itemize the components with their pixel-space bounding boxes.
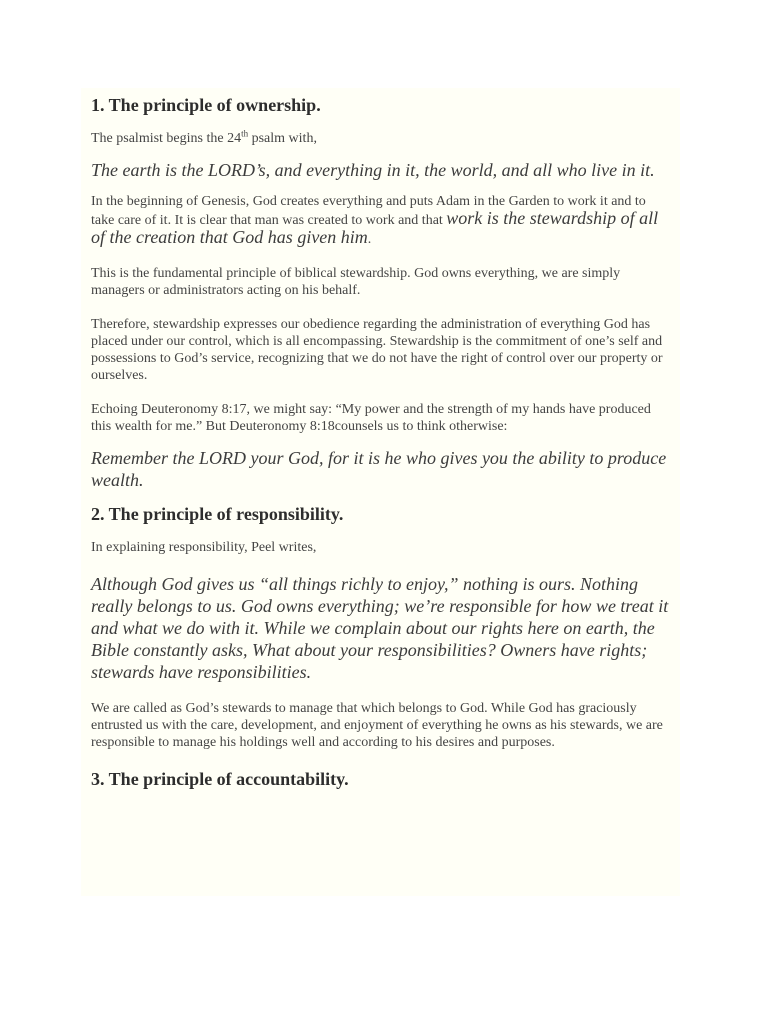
psalm-intro-end: psalm with,: [248, 131, 317, 146]
section-heading-accountability: 3. The principle of accountability.: [91, 769, 349, 789]
stewards-paragraph: We are called as God’s stewards to manage that which belongs to God. While God has graciously entrusted us with the care, development, and enjoyment of everything he owns as his stewards, we are responsible to manage his holdings well and according to his desires and purposes.: [91, 701, 663, 750]
fundamental-principle-paragraph: This is the fundamental principle of biblical stewardship. God owns everything, we are simply managers or administrators acting on his behalf.: [91, 266, 621, 298]
stewardship-emphasis: work is the stewardship of all of the creation that God has given him: [91, 208, 659, 247]
psalm-intro: [91, 130, 670, 147]
genesis-paragraph: [91, 193, 670, 248]
deuteronomy-quote: Remember the LORD your God, for it is he who gives you the ability to produce wealth.: [91, 448, 667, 490]
ordinal-suffix: th: [241, 128, 249, 139]
section-heading-ownership: 1. The principle of ownership.: [91, 95, 321, 115]
therefore-paragraph: Therefore, stewardship expresses our obedience regarding the administration of everything God has placed under our control, which is all encompassing. Stewardship is the commitment of one’s self and possessions to God’s service, recognizing that we do not have the right of control over our property or ourselves.: [91, 317, 663, 383]
deuteronomy-paragraph: Echoing Deuteronomy 8:17, we might say: “My power and the strength of my hands have produced this wealth for me.” But Deuteronomy 8:18counsels us to think otherwise:: [91, 402, 651, 434]
psalm-intro-text: The psalmist begins the 24: [91, 131, 242, 146]
psalm-quote: The earth is the LORD’s, and everything in it, the world, and all who live in it.: [91, 160, 655, 180]
article-body: [81, 88, 680, 896]
peel-intro: In explaining responsibility, Peel writes,: [91, 540, 317, 555]
section-heading-responsibility: 2. The principle of responsibility.: [91, 504, 344, 524]
genesis-end: .: [367, 232, 372, 247]
peel-quote: Although God gives us “all things richly to enjoy,” nothing is ours. Nothing really belongs to us. God owns everything; we’re responsible for how we treat it and what we do with it. While we complain about our rights here on earth, the Bible constantly asks, What about your responsibilities? Owners have rights; stewards have responsibilities.: [91, 574, 669, 682]
genesis-text: In the beginning of Genesis, God creates everything and puts Adam in the Garden to work it and to take care of it. It is clear that man was created to work and that: [91, 194, 646, 228]
